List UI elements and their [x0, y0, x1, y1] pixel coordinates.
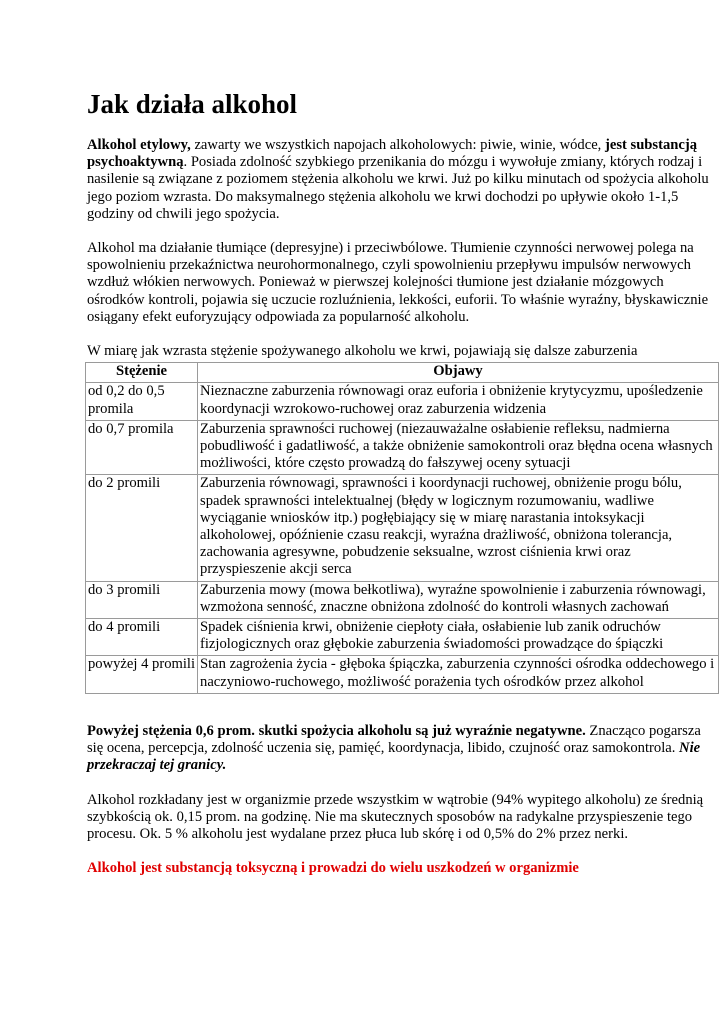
table-row: [86, 383, 719, 420]
intro-text-1: zawarty we wszystkich napojach alkoholowych: piwie, winie, wódce,: [190, 137, 605, 153]
table-intro-paragraph: W miarę jak wzrasta stężenie spożywanego alkoholu we krwi, pojawiają się dalsze zaburzenia: [87, 343, 638, 360]
concentration-cell: powyżej 4 promili: [86, 656, 198, 693]
symptoms-cell: Stan zagrożenia życia - głęboka śpiączka, zaburzenia czynności ośrodka oddechowego i naczyniowo-ruchowego, możliwość porażenia tych ośrodków przez alkohol: [198, 656, 719, 693]
effect-paragraph: Alkohol ma działanie tłumiące (depresyjne) i przeciwbólowe. Tłumienie czynności nerwowej polega na spowolnieniu przekaźnictwa neurohormonalnego, czyli spowolnieniu przepływu impulsów nerwowych wzdłuż włókien nerwowych. Ponieważ w pierwszej kolejności tłumione jest działanie mózgowych ośrodków kontroli, pojawia się uczucie rozluźnienia, lekkości, euforii. To właśnie wyraźny, błyskawicznie osiągany efekt euforyzujący odpowiada za popularność alkoholu.: [87, 240, 709, 325]
intro-bold-claim: jest substancją psychoaktywną: [87, 137, 698, 171]
document-page: [87, 88, 715, 894]
intro-bold-lead: Alkohol etylowy,: [87, 137, 191, 153]
concentration-cell: do 0,7 promila: [86, 420, 198, 475]
concentration-cell: do 2 promili: [86, 475, 198, 581]
warning-text: Znacząco pogarsza się ocena, percepcja, zdolność uczenia się, pamięć, koordynacja, libido, czujność oraz samokontrola.: [87, 722, 701, 757]
symptoms-cell: Zaburzenia mowy (mowa bełkotliwa), wyraźne spowolnienie i zaburzenia równowagi, wzmożona senność, znaczne obniżona zdolność do kontroli własnych zachowań: [198, 581, 719, 618]
table-row: [86, 420, 719, 475]
symptoms-cell: Zaburzenia równowagi, sprawności i koordynacji ruchowej, obniżenie progu bólu, spadek sprawności intelektualnej (błędy w logicznym rozumowaniu, wadliwe wyciąganie wniosków itp.) pogłębiający się w miarę narastania intoksykacji alkoholowej, opóźnienie czasu reakcji, wyraźna drażliwość, obniżona tolerancja, zachowania agresywne, pobudzenie seksualne, wzrost ciśnienia krwi oraz przyspieszenie akcji serca: [198, 475, 719, 581]
intro-paragraph: [87, 137, 715, 223]
symptoms-cell: Nieznaczne zaburzenia równowagi oraz euforia i obniżenie krytycyzmu, upośledzenie koordynacji wzrokowo-ruchowej oraz zaburzenia widzenia: [198, 383, 719, 420]
intro-text-2: . Posiada zdolność szybkiego przenikania do mózgu i wywołuje zmiany, których rodzaj i nasilenie są związane z poziomem stężenia alkoholu we krwi. Już po kilku minutach od spożycia alkoholu jego poziom wzrasta. Do maksymalnego stężenia alkoholu we krwi dochodzi po upływie około 1-1,5 godziny od chwili jego spożycia.: [87, 154, 709, 222]
table-header-row: [86, 363, 719, 383]
toxic-warning: Alkohol jest substancją toksyczną i prowadzi do wielu uszkodzeń w organizmie: [87, 860, 579, 877]
warning-bold-lead: Powyżej stężenia 0,6 prom. skutki spożycia alkoholu są już wyraźnie negatywne.: [87, 722, 586, 739]
warning-paragraph: [87, 723, 715, 775]
header-symptoms: Objawy: [198, 363, 719, 383]
table-row: [86, 581, 719, 618]
table-row: [86, 619, 719, 656]
concentration-cell: od 0,2 do 0,5 promila: [86, 383, 198, 420]
table-row: [86, 656, 719, 693]
symptoms-cell: Zaburzenia sprawności ruchowej (niezauważalne osłabienie refleksu, nadmierna pobudliwość i gadatliwość, a także obniżenie samokontroli oraz błędna ocena własnych możliwości, które często prowadzą do fałszywej oceny sytuacji: [198, 420, 719, 475]
concentration-cell: do 3 promili: [86, 581, 198, 618]
table-row: [86, 475, 719, 581]
warning-emphasis: Nie przekraczaj tej granicy.: [87, 740, 701, 774]
concentration-table: [85, 362, 719, 694]
symptoms-cell: Spadek ciśnienia krwi, obniżenie ciepłoty ciała, osłabienie lub zanik odruchów fizjologicznych oraz głębokie zaburzenia świadomości prowadzące do śpiączki: [198, 619, 719, 656]
concentration-cell: do 4 promili: [86, 619, 198, 656]
header-concentration: Stężenie: [86, 363, 198, 383]
page-title: Jak działa alkohol: [87, 89, 298, 119]
metabolism-paragraph: Alkohol rozkładany jest w organizmie przede wszystkim w wątrobie (94% wypitego alkoholu) ze średnią szybkością ok. 0,15 prom. na godzinę. Nie ma skutecznych sposobów na radykalne przyspieszenie tego procesu. Ok. 5 % alkoholu jest wydalane przez płuca lub skórę i od 0,5% do 2% przez nerki.: [87, 791, 704, 842]
